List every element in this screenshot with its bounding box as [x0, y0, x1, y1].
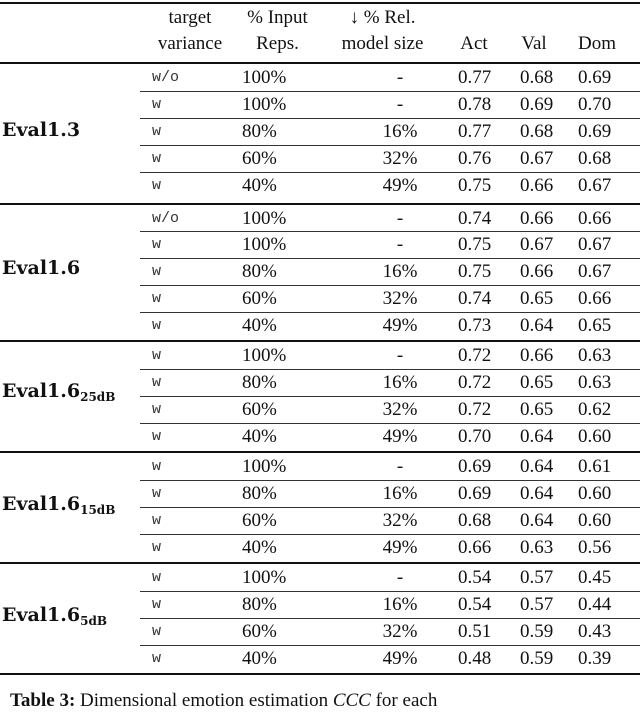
cell-val: 0.66 [520, 208, 554, 229]
cell-dom: 0.60 [578, 483, 612, 504]
cell-rel: 49% [382, 537, 418, 558]
caption-label: Table 3: [10, 690, 76, 711]
cell-input: 60% [242, 288, 277, 309]
cell-rel: 32% [382, 399, 418, 420]
cell-input: 40% [242, 648, 277, 669]
cell-variance: w [152, 347, 162, 364]
cell-variance: w [152, 374, 162, 391]
table-row [140, 205, 640, 232]
cell-act: 0.78 [458, 94, 492, 115]
header-act: Act [460, 33, 488, 54]
cell-dom: 0.67 [578, 234, 612, 255]
cell-val: 0.65 [520, 288, 554, 309]
cell-rel: 32% [382, 288, 418, 309]
cell-act: 0.77 [458, 67, 492, 88]
cell-val: 0.68 [520, 67, 554, 88]
cell-val: 0.66 [520, 261, 554, 282]
cell-variance: w [152, 596, 162, 613]
cell-val: 0.67 [520, 234, 554, 255]
cell-rel: 32% [382, 621, 418, 642]
cell-rel: 16% [382, 483, 418, 504]
cell-variance: w [152, 317, 162, 334]
cell-input: 40% [242, 315, 277, 336]
cell-act: 0.75 [458, 234, 492, 255]
cell-input: 100% [242, 234, 287, 255]
cell-dom: 0.63 [578, 372, 612, 393]
table-row [140, 64, 640, 91]
cell-act: 0.75 [458, 175, 492, 196]
cell-dom: 0.43 [578, 621, 612, 642]
table-row [140, 342, 640, 369]
cell-variance: w [152, 485, 162, 502]
table-row [140, 172, 640, 199]
header-rel-model-size-1: ↓ % Rel. [349, 7, 416, 28]
cell-variance: w [152, 539, 162, 556]
cell-act: 0.73 [458, 315, 492, 336]
cell-variance: w [152, 428, 162, 445]
cell-rel: 49% [382, 175, 418, 196]
cell-input: 100% [242, 567, 287, 588]
cell-variance: w [152, 150, 162, 167]
table-row [140, 285, 640, 312]
cell-rel: 16% [382, 261, 418, 282]
caption-rest: for each [375, 690, 438, 711]
cell-act: 0.68 [458, 510, 492, 531]
cell-variance: w [152, 458, 162, 475]
table-header [0, 6, 640, 60]
cell-input: 40% [242, 537, 277, 558]
cell-input: 80% [242, 121, 277, 142]
cell-input: 60% [242, 510, 277, 531]
cell-val: 0.57 [520, 567, 554, 588]
header-input-reps-1: % Input [247, 7, 308, 28]
table-row [140, 480, 640, 507]
cell-input: 100% [242, 94, 287, 115]
cell-dom: 0.56 [578, 537, 612, 558]
cell-dom: 0.39 [578, 648, 612, 669]
cell-variance: w [152, 177, 162, 194]
cell-input: 80% [242, 372, 277, 393]
cell-variance: w [152, 263, 162, 280]
cell-act: 0.76 [458, 148, 492, 169]
cell-input: 100% [242, 67, 287, 88]
caption-metric: CCC [332, 690, 371, 711]
cell-act: 0.74 [458, 208, 492, 229]
cell-act: 0.69 [458, 483, 492, 504]
caption-text: Dimensional emotion estimation [80, 690, 329, 711]
group-label: $Eval1.6_{5dB}$ [2, 604, 107, 628]
cell-rel: 16% [382, 372, 418, 393]
table-row [140, 423, 640, 450]
cell-val: 0.66 [520, 175, 554, 196]
cell-val: 0.64 [520, 510, 554, 531]
table-row [140, 534, 640, 561]
cell-act: 0.54 [458, 567, 492, 588]
table-row [140, 145, 640, 172]
cell-act: 0.69 [458, 456, 492, 477]
table-row [140, 91, 640, 118]
cell-variance: w [152, 623, 162, 640]
cell-val: 0.64 [520, 315, 554, 336]
cell-val: 0.59 [520, 648, 554, 669]
cell-dom: 0.66 [578, 208, 612, 229]
cell-act: 0.74 [458, 288, 492, 309]
cell-input: 80% [242, 594, 277, 615]
cell-input: 100% [242, 456, 287, 477]
table-row [140, 258, 640, 285]
cell-dom: 0.67 [578, 261, 612, 282]
cell-rel: - [396, 456, 404, 477]
cell-act: 0.48 [458, 648, 492, 669]
header-rel-model-size-2: model size [341, 33, 424, 54]
cell-rel: - [396, 234, 404, 255]
cell-dom: 0.61 [578, 456, 612, 477]
group-label: $Eval1.6_{25dB}$ [2, 380, 116, 404]
header-input-reps-2: Reps. [256, 33, 299, 54]
table-row [140, 396, 640, 423]
cell-input: 40% [242, 426, 277, 447]
cell-rel: - [396, 67, 404, 88]
cell-rel: 49% [382, 315, 418, 336]
cell-rel: 32% [382, 148, 418, 169]
cell-variance: w [152, 650, 162, 667]
bottom-rule [0, 673, 640, 675]
cell-dom: 0.60 [578, 510, 612, 531]
cell-val: 0.64 [520, 483, 554, 504]
table-caption [10, 690, 437, 712]
table-row [140, 369, 640, 396]
cell-variance: w [152, 236, 162, 253]
cell-rel: 49% [382, 648, 418, 669]
cell-dom: 0.62 [578, 399, 612, 420]
cell-input: 100% [242, 208, 287, 229]
cell-rel: 49% [382, 426, 418, 447]
cell-variance: w [152, 290, 162, 307]
cell-val: 0.65 [520, 372, 554, 393]
cell-act: 0.72 [458, 345, 492, 366]
table-row [140, 564, 640, 591]
cell-dom: 0.70 [578, 94, 612, 115]
cell-val: 0.57 [520, 594, 554, 615]
cell-val: 0.66 [520, 345, 554, 366]
cell-dom: 0.63 [578, 345, 612, 366]
cell-act: 0.72 [458, 399, 492, 420]
cell-input: 60% [242, 148, 277, 169]
cell-rel: - [396, 94, 404, 115]
cell-dom: 0.69 [578, 121, 612, 142]
cell-variance: w [152, 512, 162, 529]
cell-rel: 16% [382, 121, 418, 142]
group-label: Eval1.3 [2, 119, 81, 141]
cell-variance: w [152, 569, 162, 586]
cell-variance: w [152, 401, 162, 418]
cell-dom: 0.66 [578, 288, 612, 309]
cell-variance: w/o [152, 69, 180, 86]
top-rule [0, 2, 640, 4]
cell-variance: w [152, 123, 162, 140]
cell-input: 40% [242, 175, 277, 196]
cell-dom: 0.67 [578, 175, 612, 196]
cell-act: 0.70 [458, 426, 492, 447]
table-row [140, 507, 640, 534]
header-target-variance-1: target [168, 7, 212, 28]
cell-rel: - [396, 567, 404, 588]
cell-rel: - [396, 345, 404, 366]
cell-val: 0.68 [520, 121, 554, 142]
group-label: $Eval1.6_{15dB}$ [2, 493, 116, 517]
cell-rel: 32% [382, 510, 418, 531]
cell-act: 0.77 [458, 121, 492, 142]
cell-dom: 0.68 [578, 148, 612, 169]
cell-val: 0.69 [520, 94, 554, 115]
cell-variance: w [152, 96, 162, 113]
cell-rel: 16% [382, 594, 418, 615]
cell-dom: 0.69 [578, 67, 612, 88]
table-row [140, 645, 640, 672]
table-row [140, 618, 640, 645]
cell-act: 0.75 [458, 261, 492, 282]
cell-val: 0.64 [520, 426, 554, 447]
cell-act: 0.66 [458, 537, 492, 558]
cell-dom: 0.60 [578, 426, 612, 447]
cell-input: 60% [242, 621, 277, 642]
table-row [140, 591, 640, 618]
cell-rel: - [396, 208, 404, 229]
cell-input: 80% [242, 483, 277, 504]
cell-input: 100% [242, 345, 287, 366]
cell-val: 0.67 [520, 148, 554, 169]
cell-act: 0.72 [458, 372, 492, 393]
cell-act: 0.54 [458, 594, 492, 615]
cell-val: 0.64 [520, 456, 554, 477]
cell-val: 0.63 [520, 537, 554, 558]
cell-val: 0.65 [520, 399, 554, 420]
header-target-variance-2: variance [157, 33, 223, 54]
cell-val: 0.59 [520, 621, 554, 642]
cell-variance: w/o [152, 210, 180, 227]
cell-dom: 0.65 [578, 315, 612, 336]
cell-act: 0.51 [458, 621, 492, 642]
table-row [140, 312, 640, 339]
header-dom: Dom [578, 33, 616, 54]
table-row [140, 453, 640, 480]
cell-dom: 0.45 [578, 567, 612, 588]
group-label: Eval1.6 [2, 257, 81, 279]
table-row [140, 118, 640, 145]
cell-input: 60% [242, 399, 277, 420]
cell-input: 80% [242, 261, 277, 282]
table-row [140, 231, 640, 258]
cell-dom: 0.44 [578, 594, 612, 615]
header-val: Val [521, 33, 547, 54]
